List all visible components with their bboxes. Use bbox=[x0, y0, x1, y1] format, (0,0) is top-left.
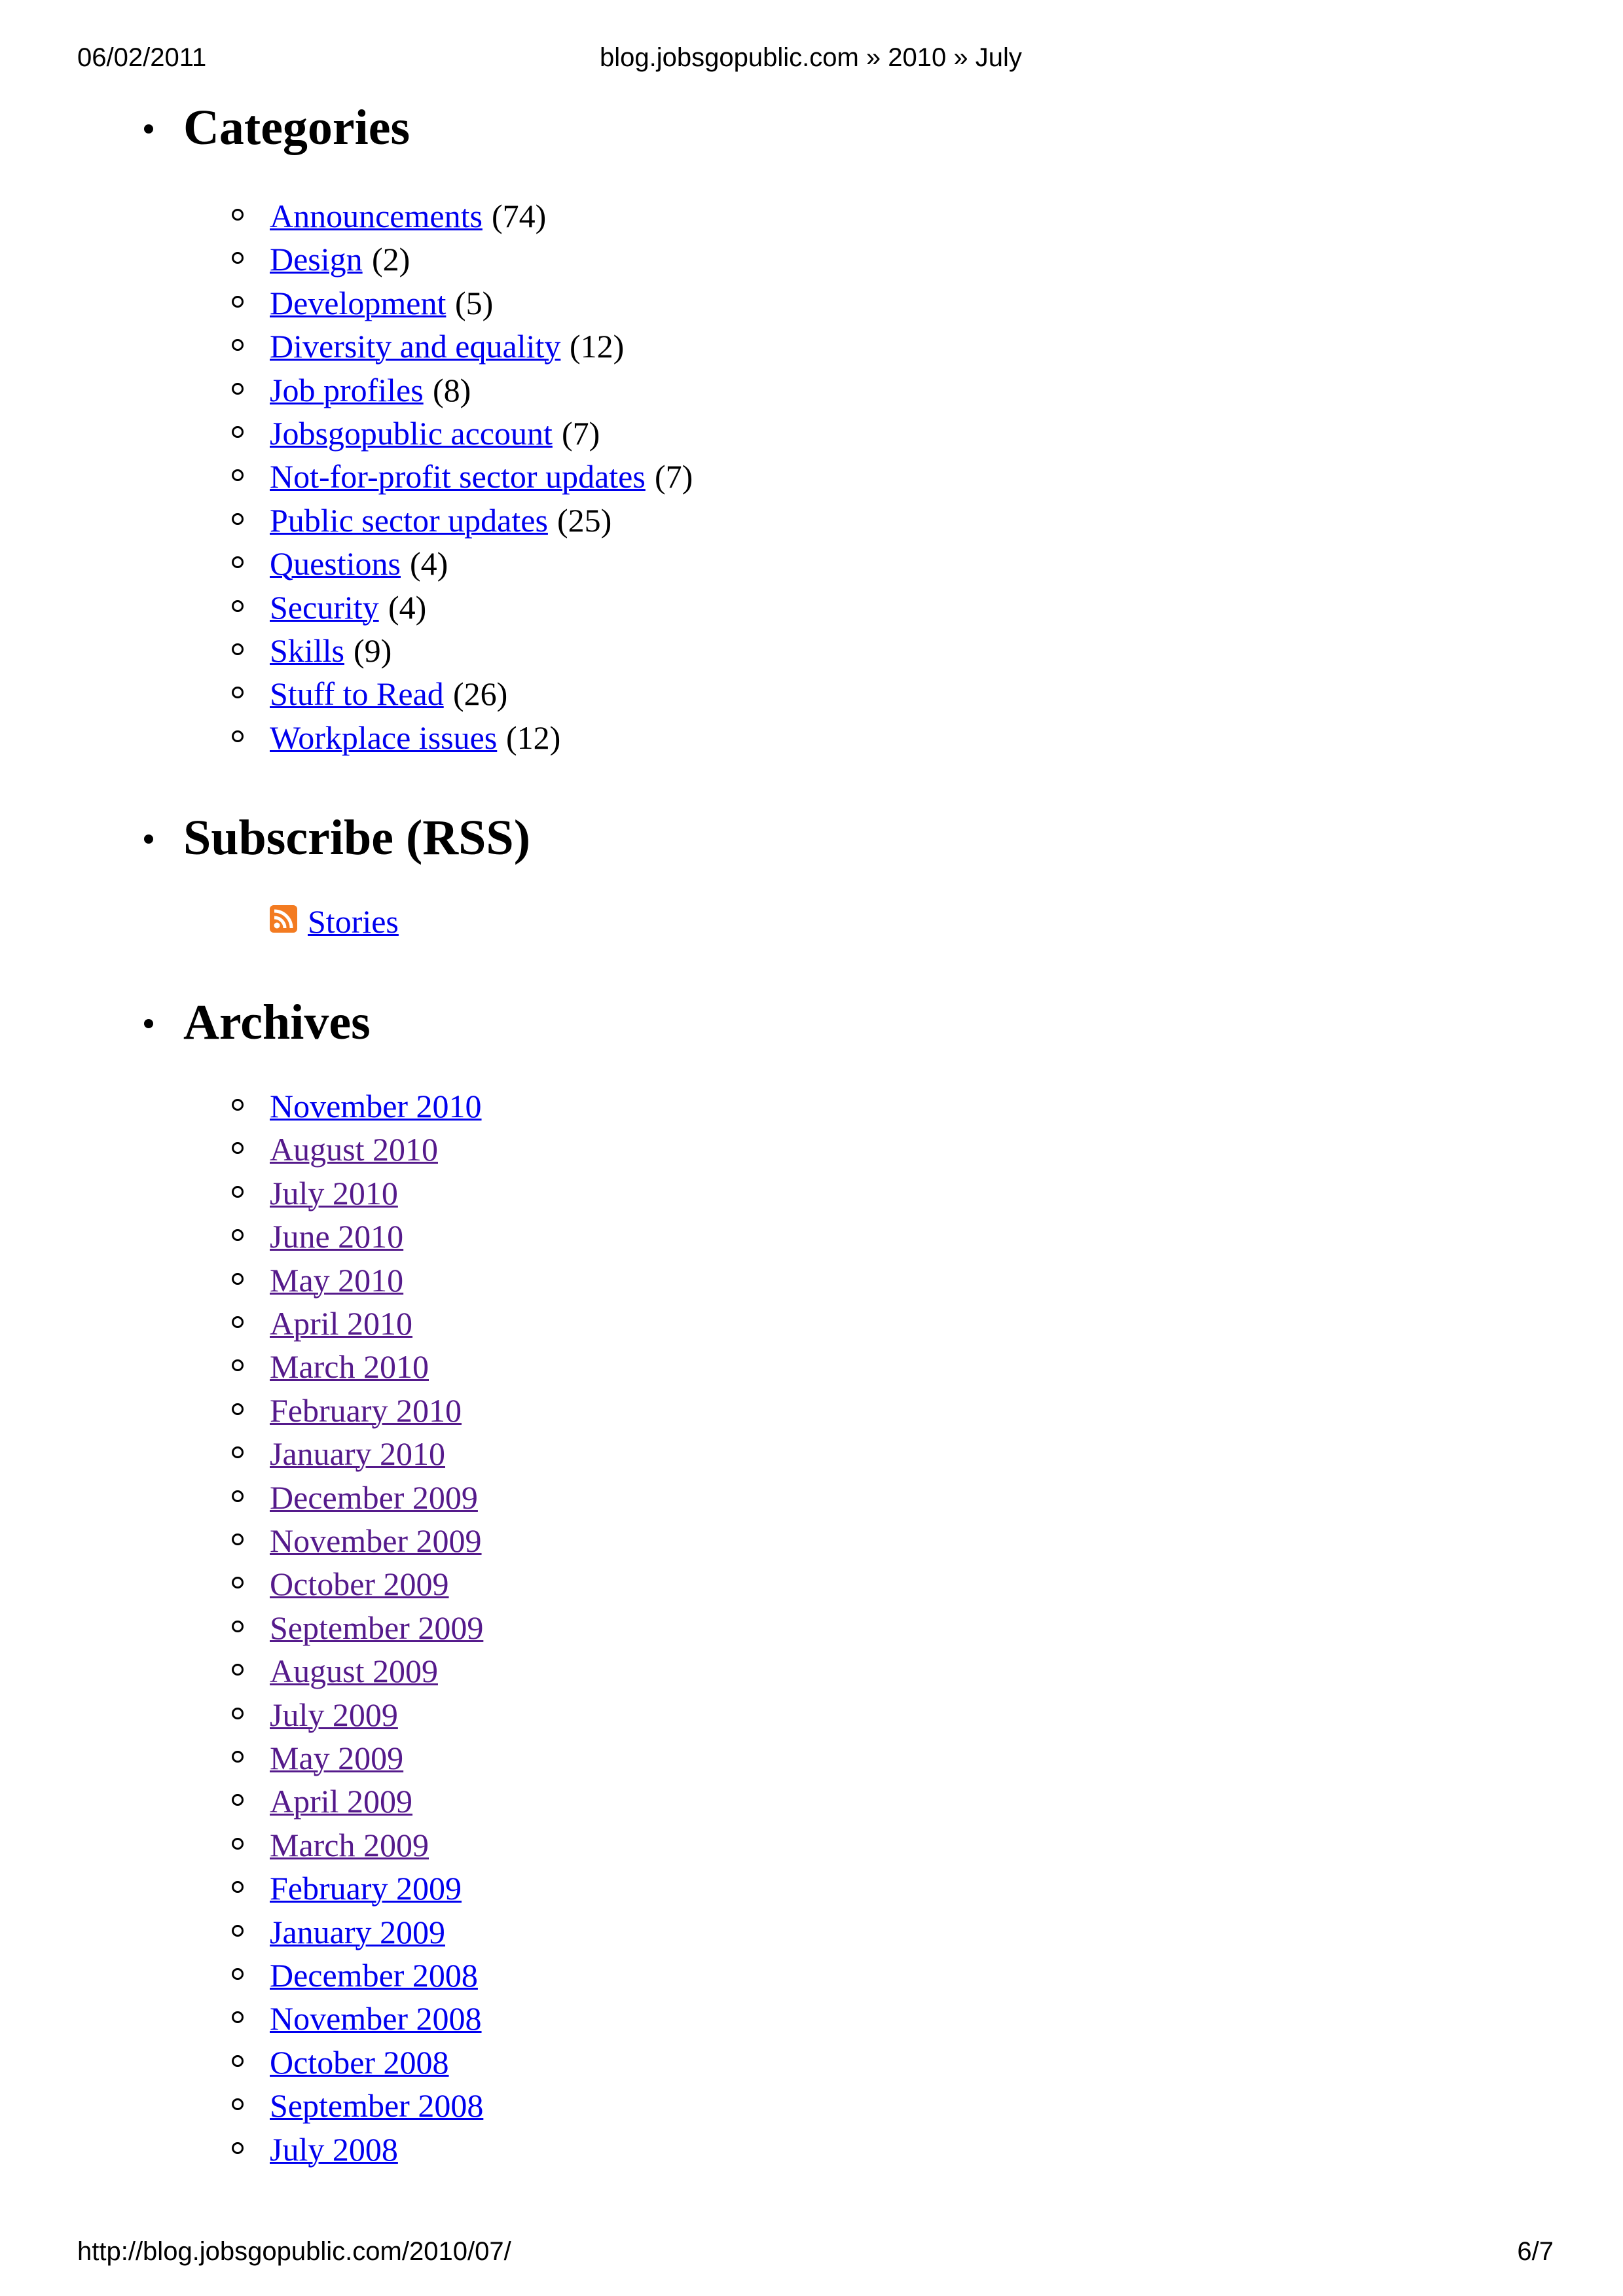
list-item-link[interactable]: December 2009 bbox=[270, 1479, 478, 1516]
circle-bullet-icon bbox=[232, 339, 244, 351]
item-count: (4) bbox=[388, 588, 427, 626]
list-item-link[interactable]: Jobsgopublic account bbox=[270, 415, 553, 452]
circle-bullet-icon bbox=[232, 1446, 244, 1458]
item-count: (4) bbox=[410, 545, 448, 583]
item-count: (7) bbox=[562, 415, 600, 452]
circle-bullet-icon bbox=[232, 1403, 244, 1415]
subscribe-heading: Subscribe (RSS) bbox=[183, 810, 530, 865]
list-item-link[interactable]: August 2010 bbox=[270, 1131, 438, 1168]
categories-heading: Categories bbox=[183, 100, 410, 155]
list-item-link[interactable]: November 2010 bbox=[270, 1088, 482, 1124]
item-count: (26) bbox=[453, 675, 508, 713]
circle-bullet-icon bbox=[232, 730, 244, 742]
circle-bullet-icon bbox=[232, 1577, 244, 1588]
circle-bullet-icon bbox=[232, 2011, 244, 2023]
list-item-link[interactable]: Not-for-profit sector updates bbox=[270, 458, 646, 495]
list-item-link[interactable]: March 2009 bbox=[270, 1826, 429, 1863]
circle-bullet-icon bbox=[232, 1273, 244, 1285]
circle-bullet-icon bbox=[232, 600, 244, 612]
circle-bullet-icon bbox=[232, 209, 244, 221]
list-item-link[interactable]: Workplace issues bbox=[270, 719, 498, 756]
circle-bullet-icon bbox=[232, 1359, 244, 1371]
circle-bullet-icon bbox=[232, 469, 244, 481]
print-page-number: 6/7 bbox=[1517, 2237, 1554, 2266]
circle-bullet-icon bbox=[232, 1968, 244, 1980]
circle-bullet-icon bbox=[232, 2142, 244, 2154]
circle-bullet-icon bbox=[232, 687, 244, 698]
list-item-link[interactable]: February 2009 bbox=[270, 1870, 462, 1907]
list-item-link[interactable]: April 2010 bbox=[270, 1305, 413, 1342]
rss-feed-icon[interactable] bbox=[270, 905, 297, 933]
list-item-link[interactable]: Job profiles bbox=[270, 371, 424, 408]
circle-bullet-icon bbox=[232, 1316, 244, 1328]
circle-bullet-icon bbox=[232, 1534, 244, 1545]
list-item-link[interactable]: November 2009 bbox=[270, 1522, 482, 1559]
circle-bullet-icon bbox=[232, 1664, 244, 1676]
bullet-icon bbox=[144, 124, 153, 134]
item-count: (7) bbox=[655, 458, 693, 495]
list-item-link[interactable]: March 2010 bbox=[270, 1348, 429, 1386]
list-item-link[interactable]: Design bbox=[270, 241, 363, 278]
circle-bullet-icon bbox=[232, 1925, 244, 1937]
print-date: 06/02/2011 bbox=[77, 43, 207, 72]
circle-bullet-icon bbox=[232, 296, 244, 308]
list-item-link[interactable]: January 2009 bbox=[270, 1913, 445, 1950]
list-item-link[interactable]: May 2010 bbox=[270, 1261, 404, 1299]
list-item-link[interactable]: Development bbox=[270, 284, 447, 321]
circle-bullet-icon bbox=[232, 1751, 244, 1763]
list-item-link[interactable]: September 2009 bbox=[270, 1609, 484, 1646]
item-count: (2) bbox=[372, 241, 410, 278]
list-item-link[interactable]: November 2008 bbox=[270, 2000, 482, 2037]
item-count: (5) bbox=[455, 284, 494, 321]
circle-bullet-icon bbox=[232, 1099, 244, 1111]
list-item-link[interactable]: July 2010 bbox=[270, 1174, 398, 1211]
circle-bullet-icon bbox=[232, 1838, 244, 1850]
list-item-link[interactable]: October 2009 bbox=[270, 1566, 449, 1603]
list-item-link[interactable]: May 2009 bbox=[270, 1740, 404, 1776]
circle-bullet-icon bbox=[232, 556, 244, 568]
circle-bullet-icon bbox=[232, 1794, 244, 1806]
bullet-icon bbox=[144, 1019, 153, 1028]
circle-bullet-icon bbox=[232, 1708, 244, 1719]
list-item-link[interactable]: Security bbox=[270, 588, 379, 626]
print-page-url: http://blog.jobsgopublic.com/2010/07/ bbox=[77, 2237, 511, 2266]
list-item-link[interactable]: June 2010 bbox=[270, 1218, 404, 1255]
list-item-link[interactable]: August 2009 bbox=[270, 1653, 438, 1690]
circle-bullet-icon bbox=[232, 2055, 244, 2067]
list-item-link[interactable]: September 2008 bbox=[270, 2087, 484, 2125]
list-item-link[interactable]: Skills bbox=[270, 632, 344, 669]
circle-bullet-icon bbox=[232, 1186, 244, 1198]
circle-bullet-icon bbox=[232, 1142, 244, 1154]
list-item-link[interactable]: Public sector updates bbox=[270, 501, 548, 539]
item-count: (9) bbox=[354, 632, 392, 669]
list-item-link[interactable]: October 2008 bbox=[270, 2043, 449, 2081]
circle-bullet-icon bbox=[232, 513, 244, 525]
circle-bullet-icon bbox=[232, 1490, 244, 1502]
list-item-link[interactable]: January 2010 bbox=[270, 1435, 445, 1473]
item-count: (74) bbox=[492, 198, 547, 234]
item-count: (12) bbox=[506, 719, 561, 756]
item-count: (8) bbox=[433, 371, 471, 408]
list-item-link[interactable]: Stuff to Read bbox=[270, 675, 444, 713]
circle-bullet-icon bbox=[232, 426, 244, 438]
circle-bullet-icon bbox=[232, 2098, 244, 2110]
archives-heading: Archives bbox=[183, 995, 371, 1050]
list-item-link[interactable]: Diversity and equality bbox=[270, 328, 561, 365]
bullet-icon bbox=[144, 834, 153, 844]
item-count: (12) bbox=[570, 328, 625, 365]
circle-bullet-icon bbox=[232, 252, 244, 264]
circle-bullet-icon bbox=[232, 383, 244, 395]
list-item-link[interactable]: December 2008 bbox=[270, 1957, 478, 1994]
print-page-title: blog.jobsgopublic.com » 2010 » July bbox=[600, 43, 1022, 72]
circle-bullet-icon bbox=[232, 1881, 244, 1893]
circle-bullet-icon bbox=[232, 643, 244, 655]
list-item-link[interactable]: April 2009 bbox=[270, 1783, 413, 1820]
circle-bullet-icon bbox=[232, 1621, 244, 1632]
circle-bullet-icon bbox=[232, 1229, 244, 1241]
list-item-link[interactable]: July 2009 bbox=[270, 1696, 398, 1733]
list-item-link[interactable]: July 2008 bbox=[270, 2130, 398, 2168]
rss-stories-link[interactable]: Stories bbox=[308, 903, 399, 940]
item-count: (25) bbox=[557, 501, 612, 539]
list-item-link[interactable]: Announcements bbox=[270, 198, 483, 234]
list-item-link[interactable]: February 2010 bbox=[270, 1391, 462, 1429]
list-item-link[interactable]: Questions bbox=[270, 545, 401, 583]
